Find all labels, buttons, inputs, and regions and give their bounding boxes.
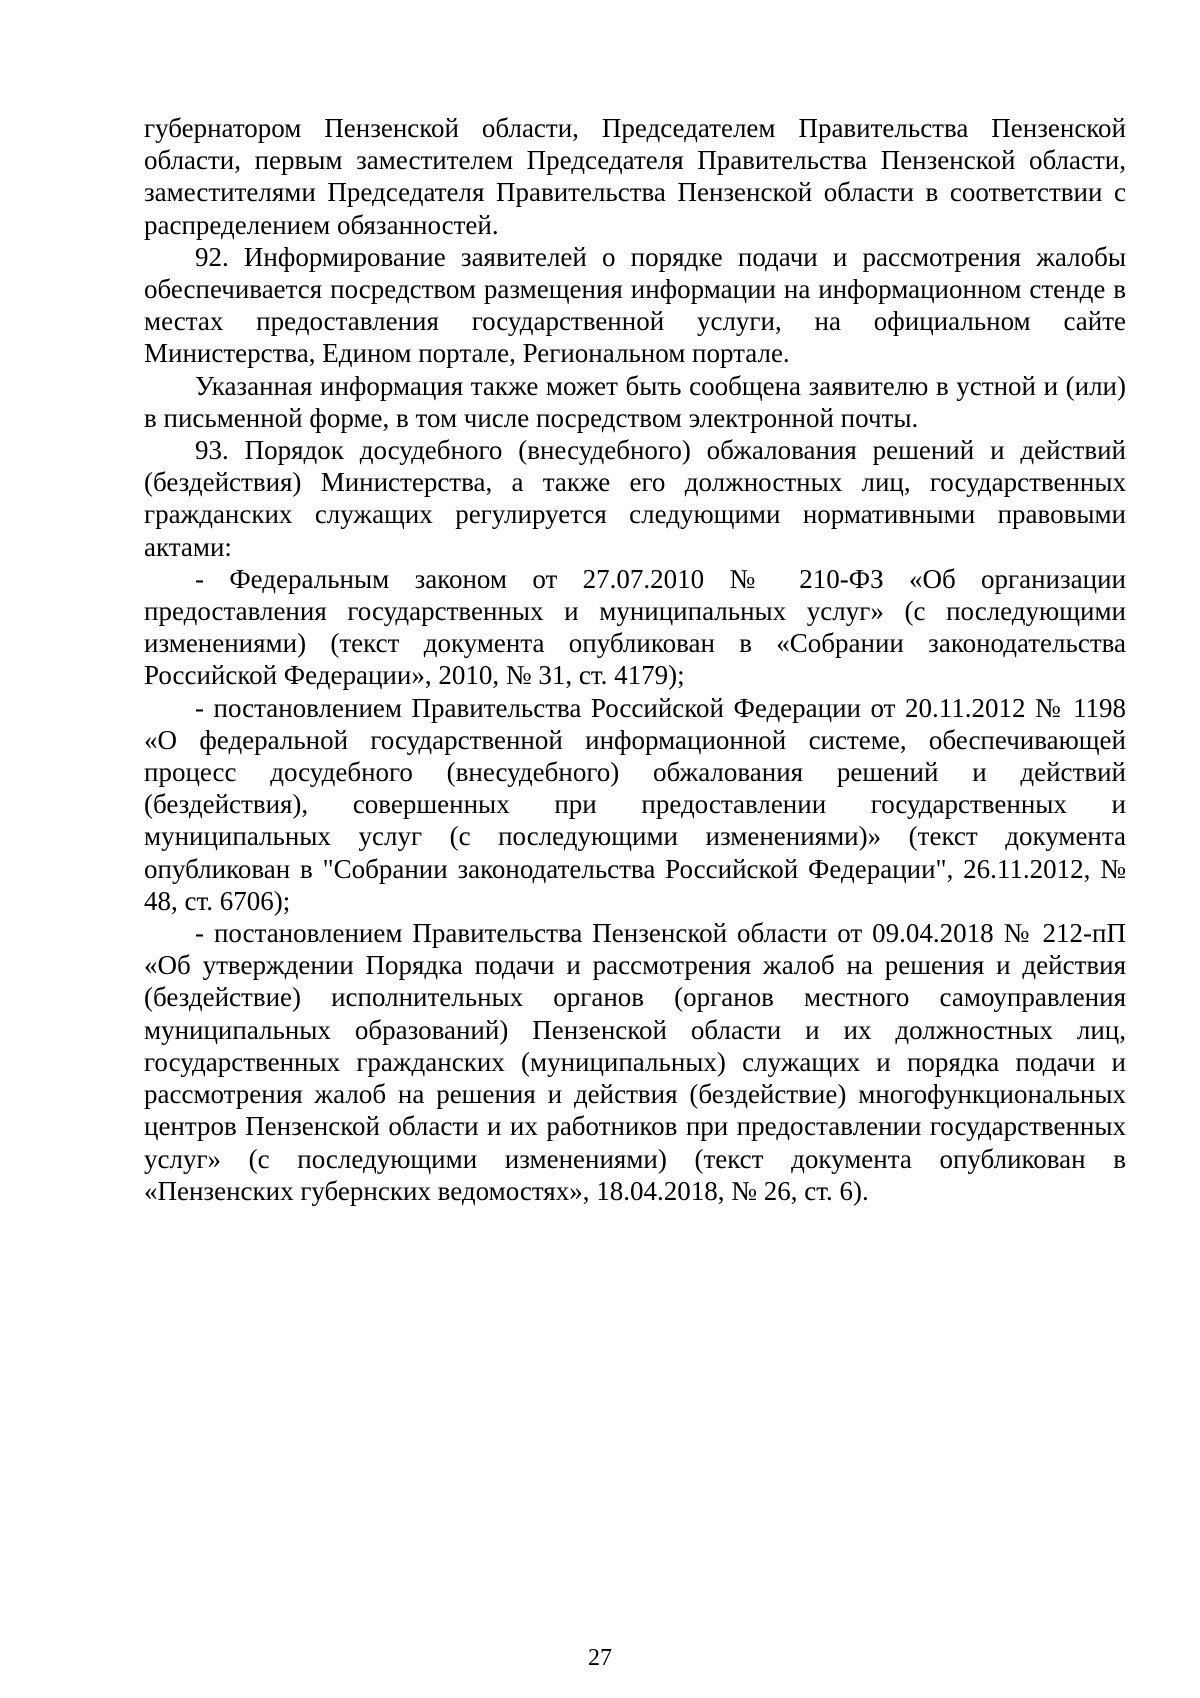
- list-item-penza-government-resolution: - постановлением Правительства Пензенской области от 09.04.2018 № 212-пП «Об утверждении Порядка подачи и рассмотрения жалоб на решения и действия (бездействие) исполнительных органов (органов местного самоуправления муниципальных образований) Пензенской области и их должностных лиц, государственных гражданских (муниципальных) служащих и порядка подачи и рассмотрения жалоб на решения и действия (бездействие) многофункциональных центров Пензенской области и их работников при предоставлении государственных услуг» (с последующими изменениями) (текст документа опубликован в «Пензенских губернских ведомостях», 18.04.2018, № 26, ст. 6).: [144, 918, 1126, 1206]
- page-number: 27: [588, 1645, 612, 1671]
- paragraph-item-92: 92. Информирование заявителей о порядке подачи и рассмотрения жалобы обеспечивается посредством размещения информации на информационном стенде в местах предоставления государственной услуги, на официальном сайте Министерства, Едином портале, Региональном портале.: [144, 241, 1126, 369]
- list-item-federal-law: - Федеральным законом от 27.07.2010 № 210-ФЗ «Об организации предоставления государственных и муниципальных услуг» (с последующими изменениями) (текст документа опубликован в «Собрании законодательства Российской Федерации», 2010, № 31, ст. 4179);: [144, 563, 1126, 691]
- list-item-rf-government-resolution: - постановлением Правительства Российской Федерации от 20.11.2012 № 1198 «О федеральной государственной информационной системе, обеспечивающей процесс досудебного (внесудебного) обжалования решений и действий (бездействия), совершенных при предоставлении государственных и муниципальных услуг (с последующими изменениями)» (текст документа опубликован в "Собрании законодательства Российской Федерации", 26.11.2012, № 48, ст. 6706);: [144, 692, 1126, 916]
- document-body: [144, 112, 1126, 1207]
- paragraph-info-note: Указанная информация также может быть сообщена заявителю в устной и (или) в письменной форме, в том числе посредством электронной почты.: [144, 370, 1126, 433]
- paragraph-continuation: губернатором Пензенской области, Председателем Правительства Пензенской области, первым заместителем Председателя Правительства Пензенской области, заместителями Председателя Правительства Пензенской области в соответствии с распределением обязанностей.: [144, 113, 1126, 240]
- paragraph-item-93: 93. Порядок досудебного (внесудебного) обжалования решений и действий (бездействия) Министерства, а также его должностных лиц, государственных гражданских служащих регулируется следующими нормативными правовыми актами:: [144, 435, 1126, 562]
